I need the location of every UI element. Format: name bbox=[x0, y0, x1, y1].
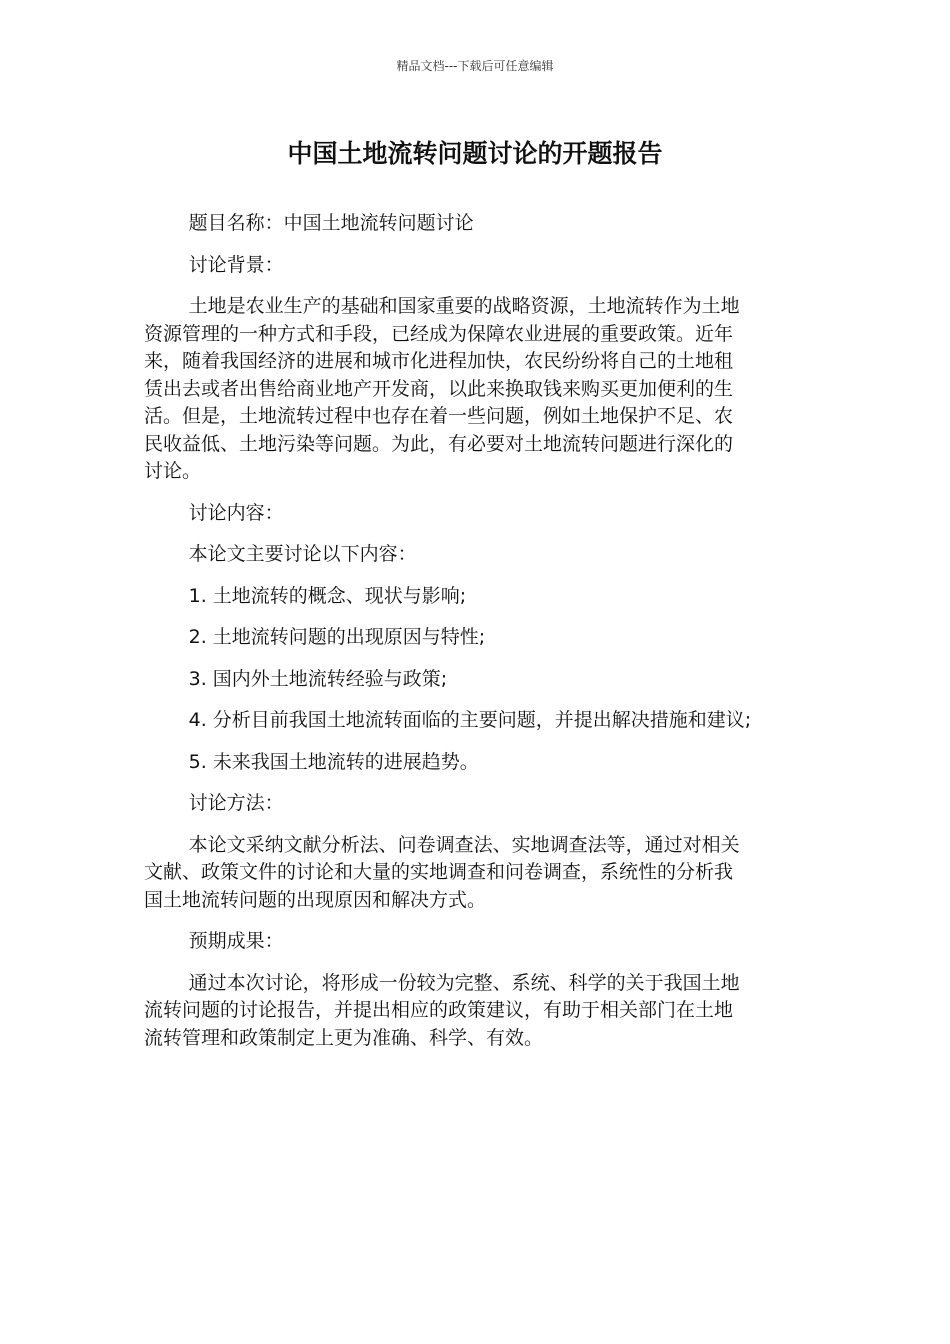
method-paragraph bbox=[144, 832, 806, 915]
document-title: 中国土地流转问题讨论的开题报告 bbox=[287, 139, 663, 168]
outcome-line: 流转问题的讨论报告，并提出相应的政策建议，有助于相关部门在土地 bbox=[144, 999, 734, 1021]
content-intro: 本论文主要讨论以下内容： bbox=[188, 543, 417, 565]
content-list-item: 2. 土地流转问题的出现原因与特性; bbox=[188, 626, 486, 648]
background-line: 土地是农业生产的基础和国家重要的战略资源，土地流转作为土地 bbox=[188, 295, 740, 317]
background-line: 资源管理的一种方式和手段，已经成为保障农业进展的重要政策。近年 bbox=[144, 322, 734, 345]
background-line: 讨论。 bbox=[144, 460, 202, 482]
outcome-heading: 预期成果： bbox=[188, 930, 284, 952]
content-list-item: 3. 国内外土地流转经验与政策; bbox=[188, 667, 448, 690]
background-line: 民收益低、土地污染等问题。为此，有必要对土地流转问题进行深化的 bbox=[144, 432, 734, 455]
content-list-item: 4. 分析目前我国土地流转面临的主要问题，并提出解决措施和建议; bbox=[188, 709, 752, 731]
content-list-item: 1. 土地流转的概念、现状与影响; bbox=[188, 584, 467, 607]
outcome-line: 通过本次讨论，将形成一份较为完整、系统、科学的关于我国土地 bbox=[188, 971, 740, 994]
background-paragraph bbox=[144, 293, 806, 486]
method-heading: 讨论方法： bbox=[188, 792, 284, 814]
outcome-line: 流转管理和政策制定上更为准确、科学、有效。 bbox=[144, 1026, 544, 1049]
background-line: 赁出去或者出售给商业地产开发商，以此来换取钱来购买更加便利的生 bbox=[144, 377, 734, 400]
document-body bbox=[144, 210, 806, 1066]
topic-line: 题目名称：中国土地流转问题讨论 bbox=[188, 212, 474, 234]
background-line: 来，随着我国经济的进展和城市化进程加快，农民纷纷将自己的土地租 bbox=[144, 350, 734, 372]
content-heading: 讨论内容： bbox=[188, 501, 284, 524]
header-note: 精品文档---下载后可任意编辑 bbox=[396, 59, 554, 73]
method-line: 国土地流转问题的出现原因和解决方式。 bbox=[144, 888, 487, 911]
method-line: 本论文采纳文献分析法、问卷调查法、实地调查法等，通过对相关 bbox=[188, 833, 740, 856]
background-heading: 讨论背景： bbox=[188, 253, 284, 276]
outcome-paragraph bbox=[144, 970, 806, 1053]
method-line: 文献、政策文件的讨论和大量的实地调查和问卷调查，系统性的分析我 bbox=[144, 861, 734, 883]
content-list-item: 5. 未来我国土地流转的进展趋势。 bbox=[188, 750, 479, 773]
background-line: 活。但是，土地流转过程中也存在着一些问题，例如土地保护不足、农 bbox=[144, 405, 734, 427]
